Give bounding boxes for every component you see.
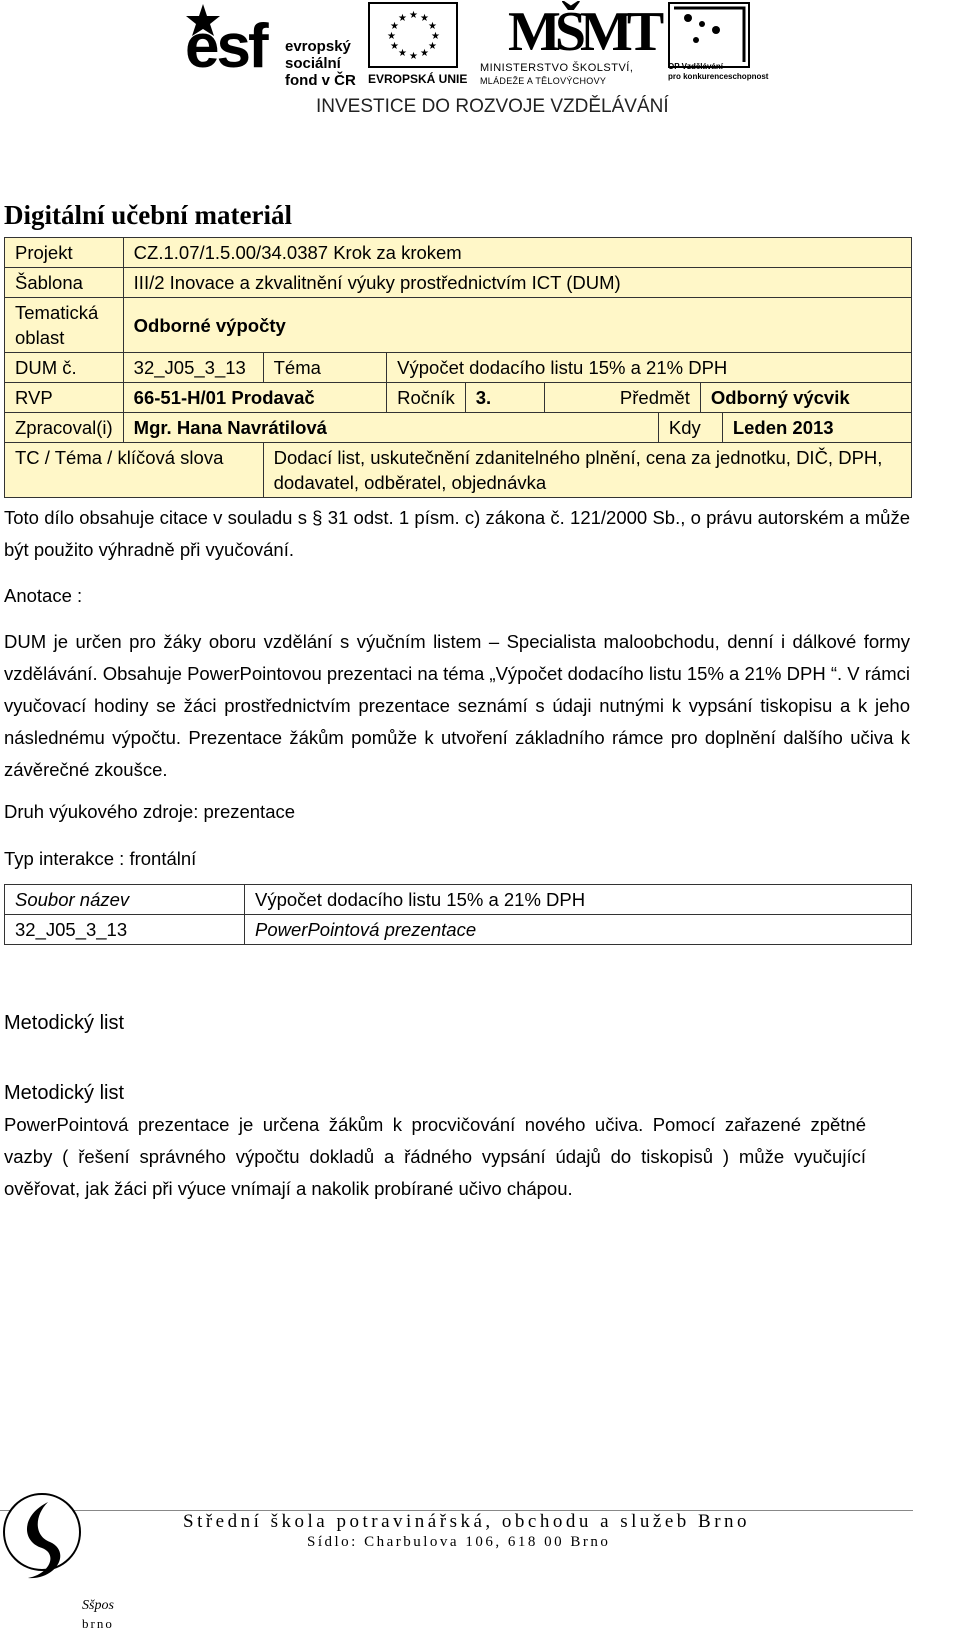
op-label: OP Vzdělávání pro konkurenceschopnost (668, 62, 769, 81)
soubor-nazev: Výpočet dodacího listu 15% a 21% DPH (245, 885, 912, 915)
info-table (4, 237, 912, 498)
eu-logo (368, 2, 468, 90)
svg-text:★: ★ (398, 48, 407, 59)
citace-text: Toto dílo obsahuje citace v souladu s § 31 odst. 1 písm. c) zákona č. 121/2000 Sb., o právu autorském a může být použito výhradně při vyučování. (4, 507, 910, 560)
row-oblast (5, 298, 912, 353)
svg-text:★: ★ (420, 13, 429, 24)
oblast-value: Odborné výpočty (123, 298, 911, 353)
dum-label: DUM č. (5, 353, 124, 383)
school-logo (0, 1490, 120, 1639)
zpracoval-value: Mgr. Hana Navrátilová (123, 413, 658, 443)
svg-text:★: ★ (409, 10, 418, 21)
kdy-value: Leden 2013 (722, 413, 911, 443)
svg-text:★: ★ (409, 51, 418, 62)
tc-value: Dodací list, uskutečnění zdanitelného plnění, cena za jednotku, DIČ, DPH, dodavatel, odběratel, objednávka (263, 443, 911, 498)
sablona-value: III/2 Inovace a zkvalitnění výuky prostřednictvím ICT (DUM) (123, 268, 911, 298)
msmt-mark: MŠMT (508, 1, 659, 63)
row-dum (5, 353, 912, 383)
svg-text:★: ★ (428, 41, 437, 52)
msmt-line2: MLÁDEŽE A TĚLOVÝCHOVY (480, 76, 607, 86)
row-projekt (5, 238, 912, 268)
anotace-text: DUM je určen pro žáky oboru vzdělání s výučním listem – Specialista maloobchodu, denní i dálkové formy vzdělávání. Obsahuje PowerPointovou prezentaci na téma „Výpočet dodacího listu 15% a 21% DPH “. V rámci vyučovací hodiny se žáci prostřednictvím prezentace seznámí s údaji nutnými k vypsání tiskopisu a k jeho následnému výpočtu. Prezentace žákům pomůže k utvoření základního rámce pro doplnění dalšího učiva k závěrečné zkoušce. (4, 631, 910, 780)
kdy-label: Kdy (658, 413, 722, 443)
soubor-typ: PowerPointová prezentace (245, 915, 912, 945)
svg-text:★: ★ (428, 21, 437, 32)
eu-flag-icon (368, 2, 458, 68)
rvp-label: RVP (5, 383, 124, 413)
soubor-label: Soubor název (5, 885, 245, 915)
eu-label: EVROPSKÁ UNIE (368, 72, 468, 86)
row-zpracoval (5, 413, 912, 443)
files-row-2 (5, 915, 912, 945)
tema-label: Téma (263, 353, 387, 383)
metodicky-heading-1: Metodický list (4, 1012, 125, 1034)
esf-logo (185, 2, 365, 90)
zpracoval-label: Zpracoval(i) (5, 413, 124, 443)
svg-text:★: ★ (398, 13, 407, 24)
svg-text:★: ★ (420, 48, 429, 59)
rocnik-value: 3. (465, 383, 545, 413)
predmet-label: Předmět (545, 383, 700, 413)
soubor-kod: 32_J05_3_13 (5, 915, 245, 945)
esf-text: evropský sociální fond v ČR (285, 38, 356, 89)
rvp-value: 66-51-H/01 Prodavač (123, 383, 386, 413)
files-row-1 (5, 885, 912, 915)
druh-zdroje: Druh výukového zdroje: prezentace (4, 801, 296, 822)
svg-text:★: ★ (390, 21, 399, 32)
oblast-label: Tematická oblast (5, 298, 124, 353)
typ-interakce: Typ interakce : frontální (4, 848, 197, 869)
row-sablona (5, 268, 912, 298)
metodicky-text: PowerPointová prezentace je určena žákům k procvičování nového učiva. Pomocí zařazené zpětné vazby ( řešení správného výpočtu dokladů a řádného vypsání údajů do tiskopisů ) může vyučující ověřovat, jak žáci při výuce vnímají a nakolik probírané učivo chápou. (4, 1114, 866, 1199)
svg-text:★: ★ (387, 31, 396, 42)
footer-address: Sídlo: Charbulova 106, 618 00 Brno (307, 1534, 611, 1550)
projekt-label: Projekt (5, 238, 124, 268)
op-mark-icon (668, 2, 750, 68)
footer-school-name: Střední škola potravinářská, obchodu a služeb Brno (183, 1511, 751, 1532)
school-logo-text-1: Sšpos (82, 1598, 114, 1613)
svg-text:★: ★ (390, 41, 399, 52)
anotace-label: Anotace : (4, 585, 83, 606)
projekt-value: CZ.1.07/1.5.00/34.0387 Krok za krokem (123, 238, 911, 268)
page-title: Digitální učební materiál (4, 200, 292, 230)
tc-label: TC / Téma / klíčová slova (5, 443, 264, 498)
row-rvp (5, 383, 912, 413)
row-tc (5, 443, 912, 498)
svg-text:★: ★ (431, 31, 440, 42)
files-table (4, 884, 912, 945)
predmet-value: Odborný výcvik (700, 383, 911, 413)
school-logo-text-2: brno (82, 1616, 114, 1631)
msmt-logo (480, 2, 660, 90)
investice-slogan: INVESTICE DO ROZVOJE VZDĚLÁVÁNÍ (316, 96, 669, 117)
msmt-line1: MINISTERSTVO ŠKOLSTVÍ, (480, 62, 634, 74)
sablona-label: Šablona (5, 268, 124, 298)
rocnik-label: Ročník (387, 383, 466, 413)
logo-band (180, 0, 780, 130)
metodicky-heading-2: Metodický list (4, 1082, 125, 1104)
op-logo (668, 2, 778, 90)
dum-value: 32_J05_3_13 (123, 353, 263, 383)
esf-mark: esf (185, 12, 266, 81)
tema-value: Výpočet dodacího listu 15% a 21% DPH (387, 353, 912, 383)
